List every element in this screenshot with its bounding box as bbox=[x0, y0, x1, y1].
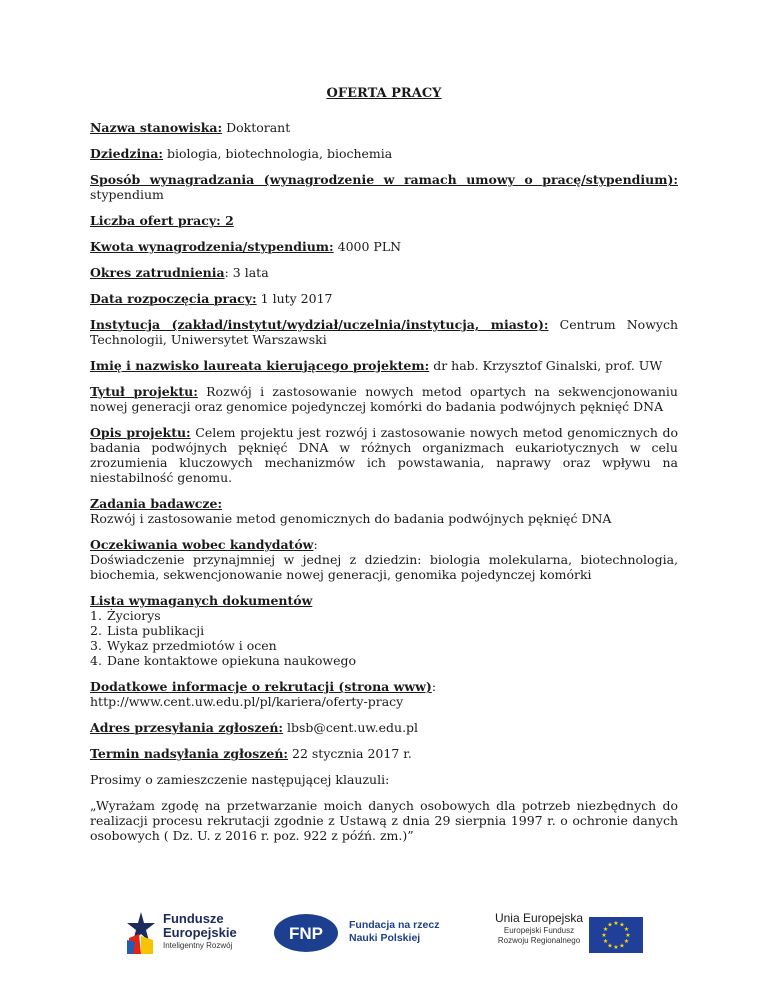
expectations-sep: : bbox=[313, 537, 318, 552]
payment-row bbox=[90, 172, 678, 202]
svg-text:★: ★ bbox=[619, 942, 625, 950]
fnp-text bbox=[349, 919, 439, 945]
list-item-number: 1. bbox=[90, 608, 102, 623]
field-value: biologia, biotechnologia, biochemia bbox=[167, 146, 393, 161]
project-title-label: Tytuł projektu: bbox=[90, 384, 198, 399]
svg-text:★: ★ bbox=[613, 944, 619, 951]
list-item bbox=[90, 623, 678, 638]
eu-text bbox=[485, 911, 593, 946]
leader-row bbox=[90, 358, 678, 373]
more-info-row bbox=[90, 679, 678, 709]
institution-row bbox=[90, 317, 678, 347]
svg-text:★: ★ bbox=[613, 920, 619, 927]
eu-logo bbox=[485, 911, 645, 959]
fe-line3: Inteligentny Rozwój bbox=[163, 941, 233, 950]
svg-text:★: ★ bbox=[601, 932, 607, 939]
amount-row bbox=[90, 239, 678, 254]
amount-value: 4000 PLN bbox=[337, 239, 402, 254]
fe-line1: Fundusze bbox=[163, 911, 224, 926]
address-row bbox=[90, 720, 678, 735]
position-value: Doktorant bbox=[226, 120, 291, 135]
svg-text:★: ★ bbox=[619, 921, 625, 929]
offers-label: Liczba ofert pracy: 2 bbox=[90, 213, 234, 228]
fnp-mark-icon bbox=[273, 913, 339, 953]
svg-text:★: ★ bbox=[607, 921, 613, 929]
expectations-value: Doświadczenie przynajmniej w jednej z dziedzin: biologia molekularna, biotechnologia, biochemia, sekwencjonowanie nowej generacji, genomika pojedynczej komórki bbox=[90, 552, 678, 582]
clause-intro: Prosimy o zamieszczenie następującej klauzuli: bbox=[90, 772, 390, 787]
start-label: Data rozpoczęcia pracy: bbox=[90, 291, 257, 306]
offers-row bbox=[90, 213, 678, 228]
list-item-text: Dane kontaktowe opiekuna naukowego bbox=[107, 653, 357, 668]
period-sep: : bbox=[224, 265, 229, 280]
project-title-value: Rozwój i zastosowanie nowych metod opartych na sekwencjonowaniu nowej generacji oraz genomice pojedynczej komórki do badania podwójnych pęknięć DNA bbox=[90, 384, 678, 414]
payment-value: stypendium bbox=[90, 187, 164, 202]
project-desc-row bbox=[90, 425, 678, 485]
svg-text:★: ★ bbox=[602, 938, 609, 945]
list-item-text: Lista publikacji bbox=[107, 623, 205, 638]
project-desc-label: Opis projektu: bbox=[90, 425, 191, 440]
fnp-mark-text: FNP bbox=[289, 924, 323, 943]
tasks-row bbox=[90, 496, 678, 526]
documents-label: Lista wymaganych dokumentów bbox=[90, 593, 313, 608]
clause-text: „Wyrażam zgodę na przetwarzanie moich danych osobowych dla potrzeb niezbędnych do realizacji procesu rekrutacji zgodnie z Ustawą z dnia 29 sierpnia 1997 r. o ochronie danych osobowych ( Dz. U. z 2016 r. poz. 922 z późń. zm.)” bbox=[90, 798, 678, 843]
leader-label: Imię i nazwisko laureata kierującego projektem: bbox=[90, 358, 430, 373]
expectations-row bbox=[90, 537, 678, 582]
position-label: Nazwa stanowiska: bbox=[90, 120, 223, 135]
page-title: OFERTA PRACY bbox=[326, 86, 442, 101]
document-content bbox=[90, 86, 678, 854]
fnp-line2: Nauki Polskiej bbox=[349, 932, 421, 944]
start-row bbox=[90, 291, 678, 306]
address-email[interactable]: lbsb@cent.uw.edu.pl bbox=[287, 720, 419, 735]
fnp-logo bbox=[273, 913, 463, 953]
svg-text:★: ★ bbox=[607, 942, 613, 950]
period-label: Okres zatrudnienia bbox=[90, 265, 225, 280]
period-row bbox=[90, 265, 678, 280]
list-item bbox=[90, 608, 678, 623]
list-item-number: 4. bbox=[90, 653, 102, 668]
field-label: Dziedzina: bbox=[90, 146, 164, 161]
documents-row bbox=[90, 593, 678, 668]
fnp-line1: Fundacja na rzecz bbox=[349, 919, 440, 931]
deadline-row bbox=[90, 746, 678, 761]
fe-text bbox=[163, 912, 237, 952]
payment-label: Sposób wynagradzania (wynagrodzenie w ramach umowy o pracę/stypendium): bbox=[90, 172, 678, 187]
more-info-url[interactable]: http://www.cent.uw.edu.pl/pl/kariera/oferty-pracy bbox=[90, 694, 404, 709]
leader-value: dr hab. Krzysztof Ginalski, prof. UW bbox=[433, 358, 663, 373]
start-value: 1 luty 2017 bbox=[260, 291, 333, 306]
institution-label: Instytucja (zakład/instytut/wydział/uczelnia/instytucja, miasto): bbox=[90, 317, 549, 332]
position-row bbox=[90, 120, 678, 135]
eu-line2: Europejski Fundusz bbox=[503, 926, 575, 935]
fundusze-europejskie-logo bbox=[125, 910, 245, 956]
expectations-label: Oczekiwania wobec kandydatów bbox=[90, 537, 314, 552]
list-item-text: Wykaz przedmiotów i ocen bbox=[107, 638, 277, 653]
list-item-text: Życiorys bbox=[107, 608, 161, 623]
more-info-sep: : bbox=[431, 679, 437, 694]
fe-line2: Europejskie bbox=[163, 925, 237, 940]
more-info-label: Dodatkowe informacje o rekrutacji (strona www) bbox=[90, 679, 432, 694]
svg-text:★: ★ bbox=[625, 932, 631, 939]
list-item bbox=[90, 653, 678, 668]
eu-line3: Rozwoju Regionalnego bbox=[497, 936, 581, 945]
amount-label: Kwota wynagrodzenia/stypendium: bbox=[90, 239, 334, 254]
address-label: Adres przesyłania zgłoszeń: bbox=[90, 720, 284, 735]
tasks-value: Rozwój i zastosowanie metod genomicznych do badania podwójnych pęknięć DNA bbox=[90, 511, 612, 526]
footer-logos bbox=[0, 905, 768, 965]
svg-text:★: ★ bbox=[623, 938, 630, 945]
fe-star-icon bbox=[125, 910, 157, 954]
documents-list bbox=[90, 608, 678, 668]
list-item-number: 3. bbox=[90, 638, 102, 653]
period-value: 3 lata bbox=[232, 265, 269, 280]
eu-line1: Unia Europejska bbox=[494, 911, 584, 925]
tasks-label: Zadania badawcze: bbox=[90, 496, 223, 511]
eu-flag-icon bbox=[589, 917, 643, 953]
deadline-label: Termin nadsyłania zgłoszeń: bbox=[90, 746, 289, 761]
svg-text:★: ★ bbox=[623, 926, 630, 933]
project-desc-value: Celem projektu jest rozwój i zastosowanie nowych metod genomicznych do badania podwójnych pęknięć DNA w różnych organizmach eukariotycznych w celu zrozumienia kluczowych mechanizmów ich powstawania, naprawy oraz wpływu na niestabilność genomu. bbox=[90, 425, 679, 485]
list-item-number: 2. bbox=[90, 623, 102, 638]
field-row bbox=[90, 146, 678, 161]
institution-value: Centrum Nowych Technologii, Uniwersytet Warszawski bbox=[90, 317, 679, 347]
project-title-row bbox=[90, 384, 678, 414]
list-item bbox=[90, 638, 678, 653]
svg-text:★: ★ bbox=[602, 926, 609, 933]
deadline-value: 22 stycznia 2017 r. bbox=[292, 746, 412, 761]
